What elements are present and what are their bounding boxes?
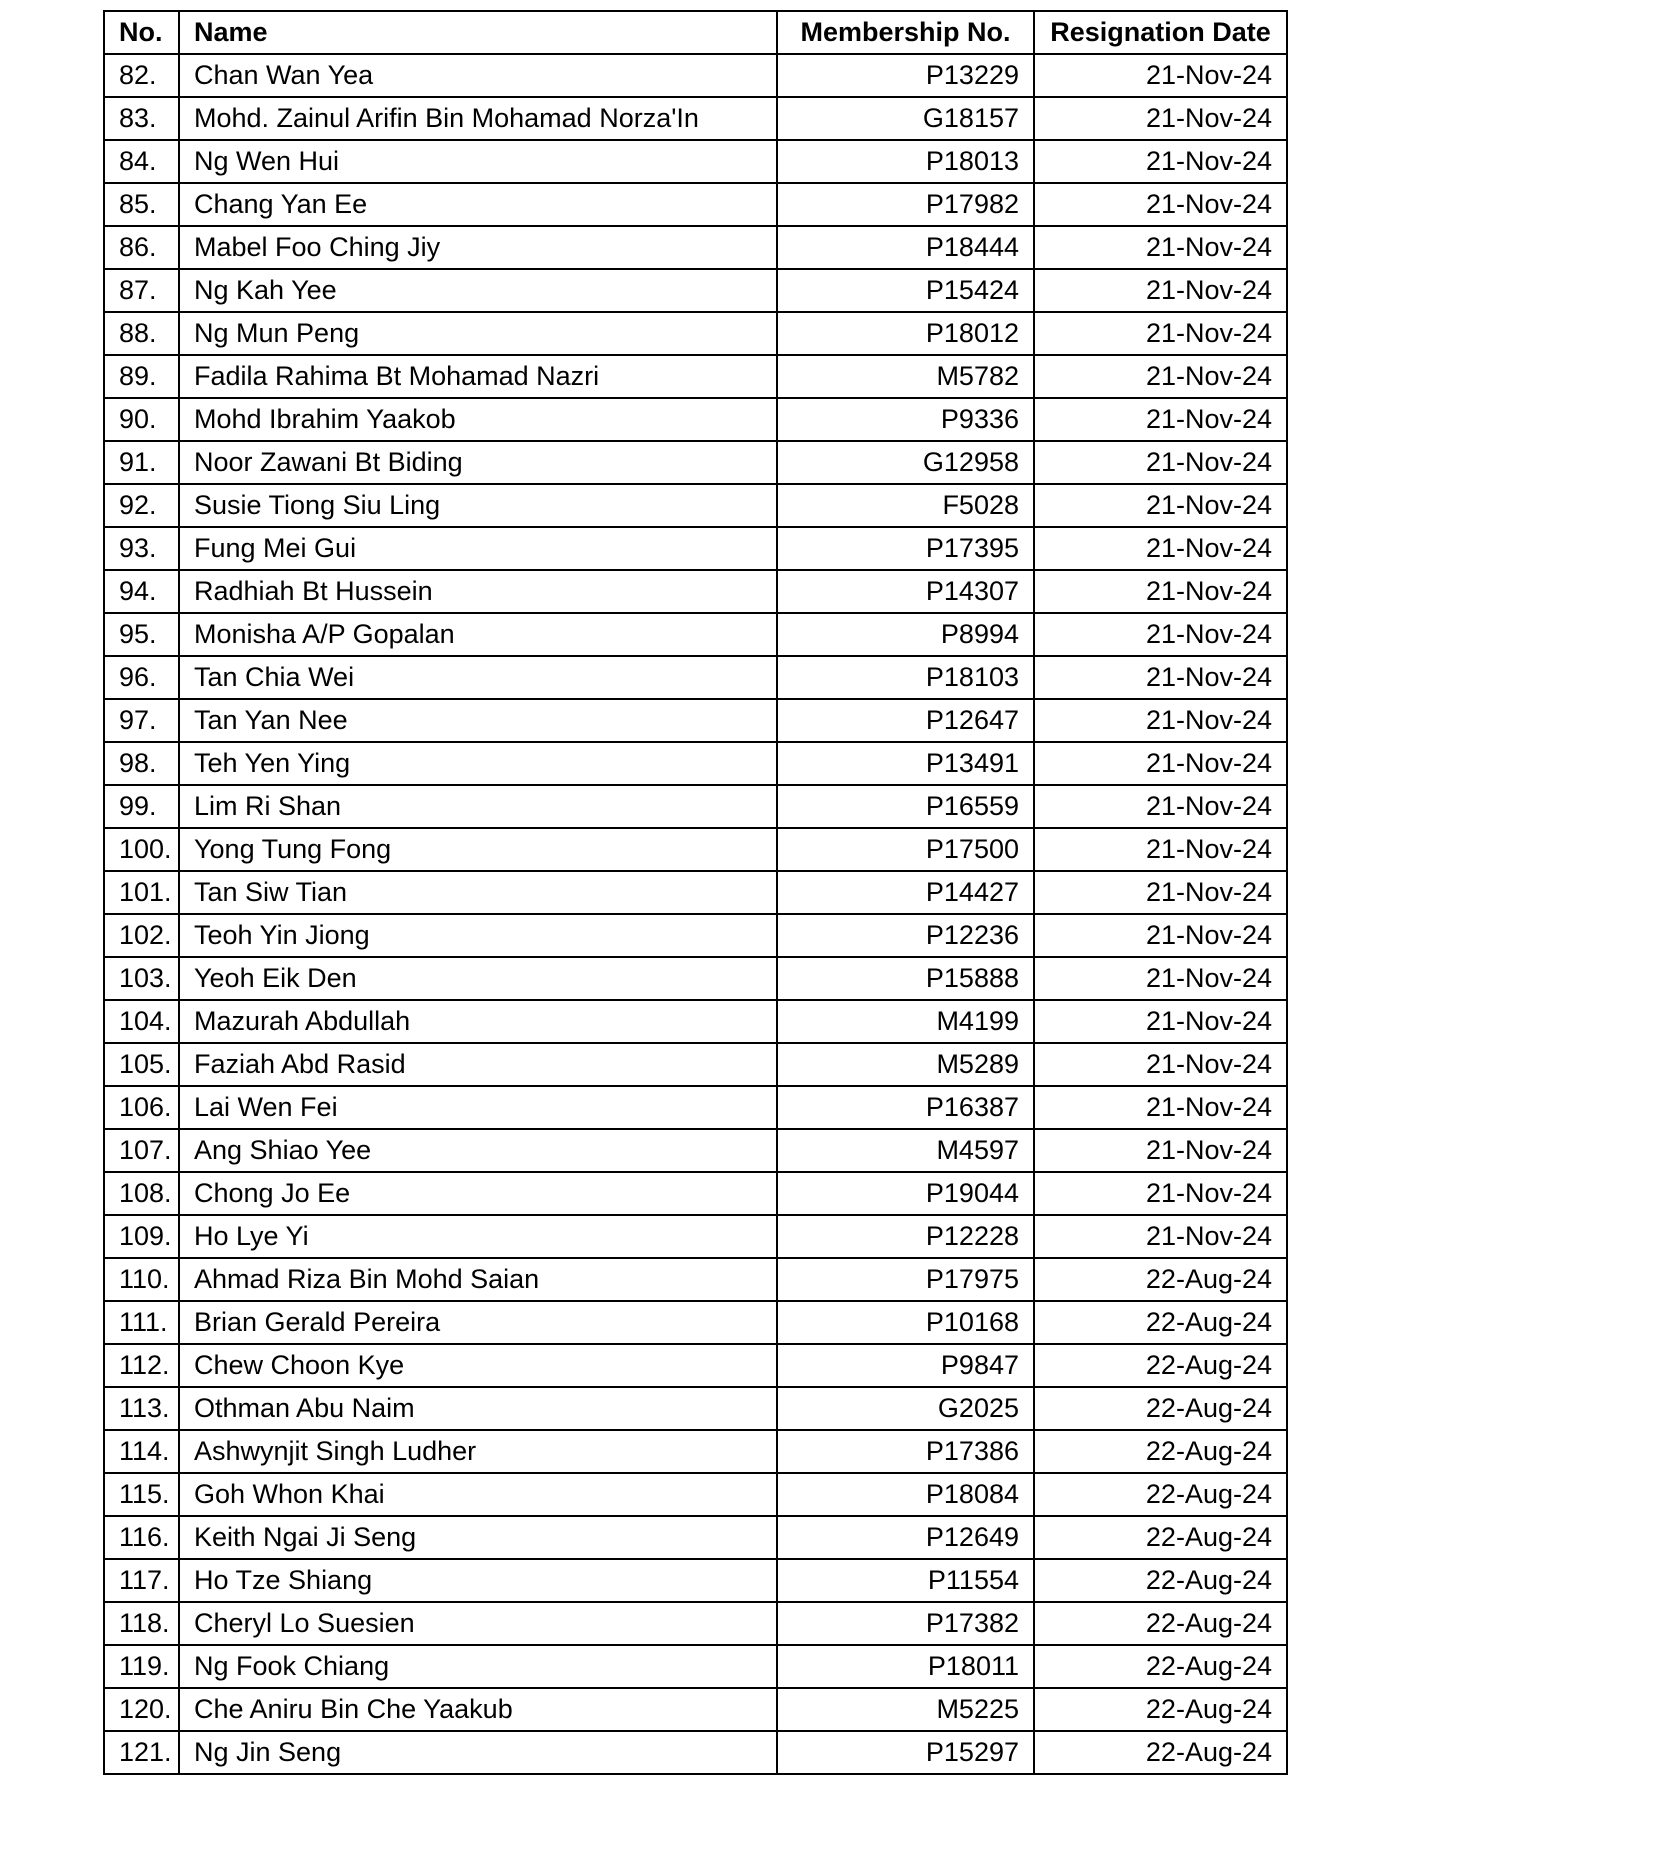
cell-no: 86. [104,226,179,269]
cell-name: Chang Yan Ee [179,183,777,226]
cell-resignation-date: 21-Nov-24 [1034,570,1287,613]
cell-no: 111. [104,1301,179,1344]
cell-no: 101. [104,871,179,914]
cell-resignation-date: 21-Nov-24 [1034,484,1287,527]
cell-membership-no: P17382 [777,1602,1034,1645]
table-row [104,1516,1287,1559]
cell-no: 117. [104,1559,179,1602]
cell-resignation-date: 21-Nov-24 [1034,1043,1287,1086]
cell-membership-no: M4597 [777,1129,1034,1172]
cell-name: Yeoh Eik Den [179,957,777,1000]
cell-no: 83. [104,97,179,140]
cell-no: 98. [104,742,179,785]
cell-name: Susie Tiong Siu Ling [179,484,777,527]
table-row [104,140,1287,183]
cell-no: 106. [104,1086,179,1129]
cell-resignation-date: 21-Nov-24 [1034,97,1287,140]
cell-resignation-date: 21-Nov-24 [1034,699,1287,742]
cell-no: 115. [104,1473,179,1516]
cell-name: Teh Yen Ying [179,742,777,785]
cell-resignation-date: 21-Nov-24 [1034,1172,1287,1215]
cell-resignation-date: 21-Nov-24 [1034,1129,1287,1172]
cell-name: Tan Yan Nee [179,699,777,742]
cell-name: Fung Mei Gui [179,527,777,570]
cell-membership-no: F5028 [777,484,1034,527]
cell-no: 110. [104,1258,179,1301]
cell-membership-no: P11554 [777,1559,1034,1602]
cell-name: Tan Siw Tian [179,871,777,914]
cell-name: Ho Tze Shiang [179,1559,777,1602]
table-row [104,1387,1287,1430]
cell-membership-no: P18011 [777,1645,1034,1688]
table-row [104,1559,1287,1602]
cell-resignation-date: 21-Nov-24 [1034,355,1287,398]
cell-name: Ang Shiao Yee [179,1129,777,1172]
cell-membership-no: M5225 [777,1688,1034,1731]
header-membership-no: Membership No. [777,11,1034,54]
cell-no: 120. [104,1688,179,1731]
cell-membership-no: P18013 [777,140,1034,183]
cell-name: Yong Tung Fong [179,828,777,871]
cell-no: 91. [104,441,179,484]
cell-no: 84. [104,140,179,183]
cell-membership-no: P17500 [777,828,1034,871]
table-row [104,527,1287,570]
cell-resignation-date: 21-Nov-24 [1034,656,1287,699]
cell-name: Mohd. Zainul Arifin Bin Mohamad Norza'In [179,97,777,140]
cell-name: Ho Lye Yi [179,1215,777,1258]
cell-name: Brian Gerald Pereira [179,1301,777,1344]
cell-membership-no: P16387 [777,1086,1034,1129]
cell-resignation-date: 22-Aug-24 [1034,1430,1287,1473]
cell-resignation-date: 21-Nov-24 [1034,398,1287,441]
table-row [104,1172,1287,1215]
cell-membership-no: P8994 [777,613,1034,656]
cell-resignation-date: 21-Nov-24 [1034,914,1287,957]
table-row [104,1430,1287,1473]
cell-name: Teoh Yin Jiong [179,914,777,957]
cell-no: 113. [104,1387,179,1430]
cell-membership-no: P10168 [777,1301,1034,1344]
cell-no: 85. [104,183,179,226]
cell-membership-no: P18084 [777,1473,1034,1516]
cell-membership-no: P18444 [777,226,1034,269]
cell-name: Ng Jin Seng [179,1731,777,1774]
table-row [104,54,1287,97]
cell-name: Mazurah Abdullah [179,1000,777,1043]
table-row [104,871,1287,914]
table-row [104,1688,1287,1731]
cell-membership-no: P14307 [777,570,1034,613]
table-row [104,398,1287,441]
cell-resignation-date: 21-Nov-24 [1034,742,1287,785]
table-row [104,226,1287,269]
cell-resignation-date: 22-Aug-24 [1034,1516,1287,1559]
cell-name: Othman Abu Naim [179,1387,777,1430]
cell-name: Chong Jo Ee [179,1172,777,1215]
cell-resignation-date: 21-Nov-24 [1034,140,1287,183]
cell-no: 109. [104,1215,179,1258]
cell-name: Ng Kah Yee [179,269,777,312]
cell-no: 121. [104,1731,179,1774]
cell-no: 118. [104,1602,179,1645]
cell-membership-no: P15297 [777,1731,1034,1774]
cell-membership-no: P15888 [777,957,1034,1000]
cell-name: Monisha A/P Gopalan [179,613,777,656]
resignation-table [103,10,1288,1775]
cell-name: Che Aniru Bin Che Yaakub [179,1688,777,1731]
cell-name: Faziah Abd Rasid [179,1043,777,1086]
cell-resignation-date: 22-Aug-24 [1034,1301,1287,1344]
table-row [104,613,1287,656]
cell-no: 96. [104,656,179,699]
table-row [104,1645,1287,1688]
table-row [104,1258,1287,1301]
table-row [104,957,1287,1000]
cell-no: 119. [104,1645,179,1688]
cell-no: 104. [104,1000,179,1043]
cell-no: 116. [104,1516,179,1559]
cell-membership-no: P12236 [777,914,1034,957]
cell-membership-no: P12647 [777,699,1034,742]
table-header [104,11,1287,54]
table-row [104,828,1287,871]
cell-resignation-date: 22-Aug-24 [1034,1688,1287,1731]
cell-no: 112. [104,1344,179,1387]
cell-resignation-date: 21-Nov-24 [1034,1000,1287,1043]
cell-no: 82. [104,54,179,97]
cell-resignation-date: 21-Nov-24 [1034,828,1287,871]
cell-no: 114. [104,1430,179,1473]
cell-no: 89. [104,355,179,398]
table-row [104,656,1287,699]
cell-resignation-date: 21-Nov-24 [1034,957,1287,1000]
cell-resignation-date: 22-Aug-24 [1034,1344,1287,1387]
cell-membership-no: P18012 [777,312,1034,355]
table-row [104,183,1287,226]
cell-no: 105. [104,1043,179,1086]
header-resignation-date: Resignation Date [1034,11,1287,54]
cell-name: Lim Ri Shan [179,785,777,828]
cell-membership-no: M5782 [777,355,1034,398]
cell-resignation-date: 22-Aug-24 [1034,1258,1287,1301]
table-row [104,355,1287,398]
cell-membership-no: P17386 [777,1430,1034,1473]
header-row [104,11,1287,54]
cell-resignation-date: 22-Aug-24 [1034,1602,1287,1645]
cell-name: Mohd Ibrahim Yaakob [179,398,777,441]
cell-membership-no: P13491 [777,742,1034,785]
table-row [104,269,1287,312]
cell-membership-no: P12228 [777,1215,1034,1258]
cell-name: Chan Wan Yea [179,54,777,97]
cell-resignation-date: 21-Nov-24 [1034,54,1287,97]
cell-no: 92. [104,484,179,527]
cell-resignation-date: 21-Nov-24 [1034,613,1287,656]
cell-resignation-date: 21-Nov-24 [1034,441,1287,484]
table-row [104,1344,1287,1387]
cell-membership-no: P13229 [777,54,1034,97]
table-row [104,484,1287,527]
cell-resignation-date: 21-Nov-24 [1034,269,1287,312]
cell-resignation-date: 22-Aug-24 [1034,1645,1287,1688]
cell-name: Cheryl Lo Suesien [179,1602,777,1645]
cell-resignation-date: 21-Nov-24 [1034,785,1287,828]
cell-name: Ashwynjit Singh Ludher [179,1430,777,1473]
table-row [104,570,1287,613]
cell-membership-no: P14427 [777,871,1034,914]
cell-membership-no: P19044 [777,1172,1034,1215]
cell-resignation-date: 21-Nov-24 [1034,871,1287,914]
cell-name: Tan Chia Wei [179,656,777,699]
cell-membership-no: P17395 [777,527,1034,570]
cell-no: 100. [104,828,179,871]
cell-membership-no: P12649 [777,1516,1034,1559]
cell-membership-no: P16559 [777,785,1034,828]
cell-membership-no: P9336 [777,398,1034,441]
cell-no: 97. [104,699,179,742]
table-row [104,914,1287,957]
cell-membership-no: P17982 [777,183,1034,226]
cell-resignation-date: 21-Nov-24 [1034,312,1287,355]
table-row [104,312,1287,355]
table-row [104,1602,1287,1645]
cell-resignation-date: 21-Nov-24 [1034,183,1287,226]
cell-name: Ng Fook Chiang [179,1645,777,1688]
header-name: Name [179,11,777,54]
cell-no: 108. [104,1172,179,1215]
cell-no: 94. [104,570,179,613]
cell-name: Chew Choon Kye [179,1344,777,1387]
table-row [104,1301,1287,1344]
table-row [104,1086,1287,1129]
cell-no: 103. [104,957,179,1000]
cell-membership-no: P15424 [777,269,1034,312]
table-row [104,699,1287,742]
table-body [104,54,1287,1774]
table-row [104,1129,1287,1172]
cell-resignation-date: 21-Nov-24 [1034,527,1287,570]
cell-resignation-date: 21-Nov-24 [1034,226,1287,269]
cell-name: Radhiah Bt Hussein [179,570,777,613]
table-row [104,785,1287,828]
cell-resignation-date: 22-Aug-24 [1034,1731,1287,1774]
table-row [104,1000,1287,1043]
cell-no: 95. [104,613,179,656]
cell-membership-no: P17975 [777,1258,1034,1301]
cell-name: Lai Wen Fei [179,1086,777,1129]
cell-membership-no: G12958 [777,441,1034,484]
cell-no: 87. [104,269,179,312]
cell-name: Fadila Rahima Bt Mohamad Nazri [179,355,777,398]
cell-no: 99. [104,785,179,828]
cell-resignation-date: 22-Aug-24 [1034,1559,1287,1602]
cell-resignation-date: 22-Aug-24 [1034,1387,1287,1430]
cell-name: Ng Wen Hui [179,140,777,183]
cell-no: 88. [104,312,179,355]
header-no: No. [104,11,179,54]
table-row [104,1731,1287,1774]
cell-no: 90. [104,398,179,441]
cell-membership-no: M5289 [777,1043,1034,1086]
cell-resignation-date: 21-Nov-24 [1034,1086,1287,1129]
table-row [104,1043,1287,1086]
cell-name: Goh Whon Khai [179,1473,777,1516]
cell-name: Noor Zawani Bt Biding [179,441,777,484]
cell-name: Ahmad Riza Bin Mohd Saian [179,1258,777,1301]
table-row [104,742,1287,785]
cell-no: 107. [104,1129,179,1172]
cell-no: 93. [104,527,179,570]
cell-membership-no: P18103 [777,656,1034,699]
cell-membership-no: P9847 [777,1344,1034,1387]
cell-resignation-date: 22-Aug-24 [1034,1473,1287,1516]
table-row [104,441,1287,484]
cell-membership-no: M4199 [777,1000,1034,1043]
cell-name: Mabel Foo Ching Jiy [179,226,777,269]
cell-membership-no: G2025 [777,1387,1034,1430]
table-row [104,97,1287,140]
cell-name: Ng Mun Peng [179,312,777,355]
table-row [104,1473,1287,1516]
cell-name: Keith Ngai Ji Seng [179,1516,777,1559]
cell-resignation-date: 21-Nov-24 [1034,1215,1287,1258]
cell-membership-no: G18157 [777,97,1034,140]
cell-no: 102. [104,914,179,957]
table-row [104,1215,1287,1258]
